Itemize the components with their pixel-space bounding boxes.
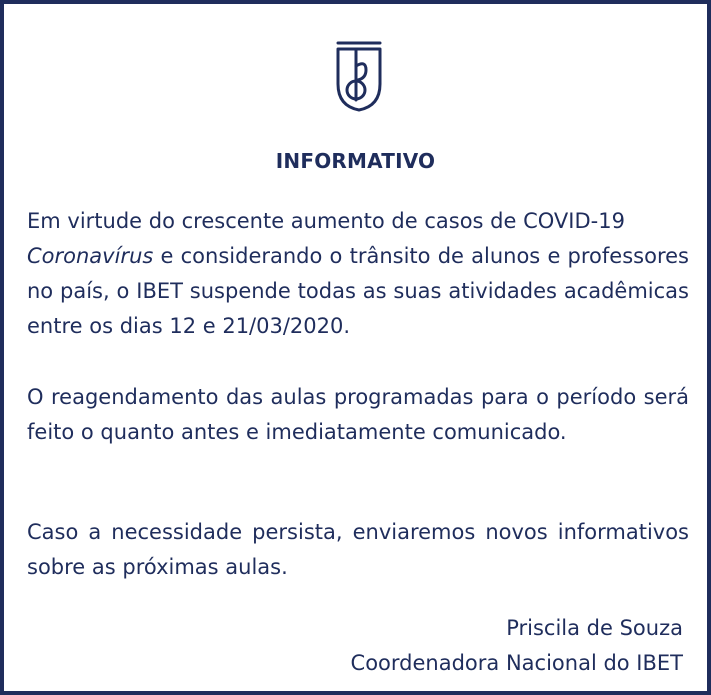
document-title: INFORMATIVO	[275, 149, 436, 173]
signature-name: Priscila de Souza	[506, 616, 683, 640]
paragraph-future-updates: Caso a necessidade persista, enviaremos novos informativos sobre as próximas aulas.	[27, 520, 689, 579]
ibet-logo-icon	[332, 40, 386, 114]
paragraph-suspension-rest: e considerando o trânsito de alunos e professores no país, o IBET suspende todas as suas atividades acadêmicas entre os dias 12 e 21/03/2020.	[27, 244, 689, 338]
paragraph-suspension-lead: Em virtude do crescente aumento de casos de COVID-19	[27, 209, 625, 233]
paragraph-suspension	[27, 204, 689, 344]
paragraph-suspension-italic: Coronavírus	[27, 244, 154, 268]
paragraph-rescheduling: O reagendamento das aulas programadas para o período será feito o quanto antes e imediatamente comunicado.	[27, 385, 689, 444]
signature-role: Coordenadora Nacional do IBET	[350, 651, 683, 675]
